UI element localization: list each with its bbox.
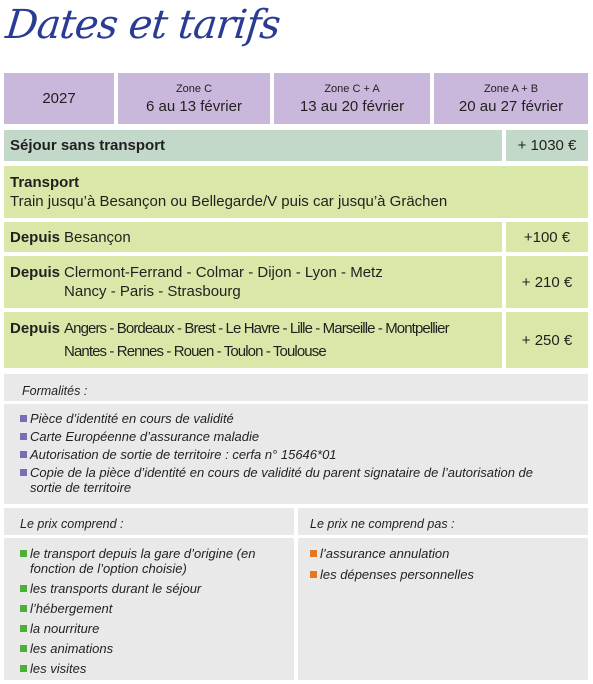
comprend-list	[18, 546, 284, 676]
transport-title: Transport	[10, 174, 80, 191]
departure-price: + 210 €	[521, 273, 573, 291]
zone-dates: 6 au 13 février	[146, 97, 242, 115]
ne-comprend-title-box	[298, 508, 588, 535]
zone-label: Zone A + B	[483, 82, 539, 95]
list-item: Carte Européenne d’assurance maladie	[18, 429, 568, 444]
header-zone-1	[118, 73, 270, 124]
list-item: Copie de la pièce d’identité en cours de validité du parent signataire de l’autorisation de sortie de territoire	[18, 465, 568, 495]
list-item: les visites	[18, 661, 284, 676]
transport-desc: Train jusqu’à Besançon ou Bellegarde/V puis car jusqu’à Grächen	[10, 193, 448, 210]
sejour-price: + 1030 €	[517, 137, 577, 154]
list-item: Pièce d’identité en cours de validité	[18, 411, 568, 426]
comprend-box	[4, 538, 294, 680]
year-label: 2027	[42, 90, 76, 107]
departure-row	[4, 256, 502, 308]
list-item: l’hébergement	[18, 601, 284, 616]
comprend-title-box	[4, 508, 294, 535]
bullet-icon	[20, 469, 27, 476]
departure-label: Depuis	[10, 228, 61, 246]
departure-cities: Nantes - Rennes - Rouen - Toulon - Toulouse	[64, 343, 326, 360]
zone-dates: 13 au 20 février	[299, 97, 405, 115]
departure-label: Depuis	[10, 264, 61, 281]
bullet-icon	[310, 550, 317, 557]
header-zone-3	[434, 73, 588, 124]
departure-price-cell	[506, 256, 588, 308]
bullet-icon	[20, 605, 27, 612]
page-title: Dates et tarifs	[3, 2, 282, 48]
departure-price-cell	[506, 222, 588, 252]
bullet-icon	[20, 625, 27, 632]
list-item: les animations	[18, 641, 284, 656]
departure-row	[4, 312, 502, 368]
formalites-list	[18, 411, 568, 495]
departure-row	[4, 222, 502, 252]
bullet-icon	[20, 645, 27, 652]
sejour-price-cell	[506, 130, 588, 161]
ne-comprend-list	[308, 546, 578, 582]
list-item: l’assurance annulation	[308, 546, 578, 561]
zone-label: Zone C + A	[324, 82, 380, 95]
transport-row	[4, 166, 588, 218]
bullet-icon	[20, 415, 27, 422]
departure-cities: Nancy - Paris - Strasbourg	[64, 283, 241, 300]
departure-cities: Clermont-Ferrand - Colmar - Dijon - Lyon - Metz	[64, 264, 383, 281]
departure-price: +100 €	[523, 228, 571, 246]
bullet-icon	[20, 433, 27, 440]
departure-cities: Angers - Bordeaux - Brest - Le Havre - Lille - Marseille - Montpellier	[64, 320, 449, 337]
bullet-icon	[20, 585, 27, 592]
sejour-row	[4, 130, 502, 161]
zone-label: Zone C	[175, 82, 213, 95]
zone-dates: 20 au 27 février	[458, 97, 564, 115]
list-item: les dépenses personnelles	[308, 567, 578, 582]
departure-price: + 250 €	[521, 331, 573, 349]
list-item: les transports durant le séjour	[18, 581, 284, 596]
sejour-label: Séjour sans transport	[10, 137, 166, 154]
formalites-title-box	[4, 374, 588, 401]
list-item: la nourriture	[18, 621, 284, 636]
list-item: le transport depuis la gare d’origine (en fonction de l’option choisie)	[18, 546, 284, 576]
bullet-icon	[310, 571, 317, 578]
formalites-box	[4, 404, 588, 504]
departure-label: Depuis	[10, 320, 61, 337]
departure-price-cell	[506, 312, 588, 368]
bullet-icon	[20, 665, 27, 672]
bullet-icon	[20, 451, 27, 458]
ne-comprend-box	[298, 538, 588, 680]
comprend-title: Le prix comprend :	[20, 517, 124, 531]
list-item: Autorisation de sortie de territoire : cerfa n° 15646*01	[18, 447, 568, 462]
bullet-icon	[20, 550, 27, 557]
formalites-title: Formalités :	[22, 384, 88, 398]
header-zone-2	[274, 73, 430, 124]
header-year	[4, 73, 114, 124]
departure-cities: Besançon	[64, 228, 131, 246]
ne-comprend-title: Le prix ne comprend pas :	[310, 517, 455, 531]
